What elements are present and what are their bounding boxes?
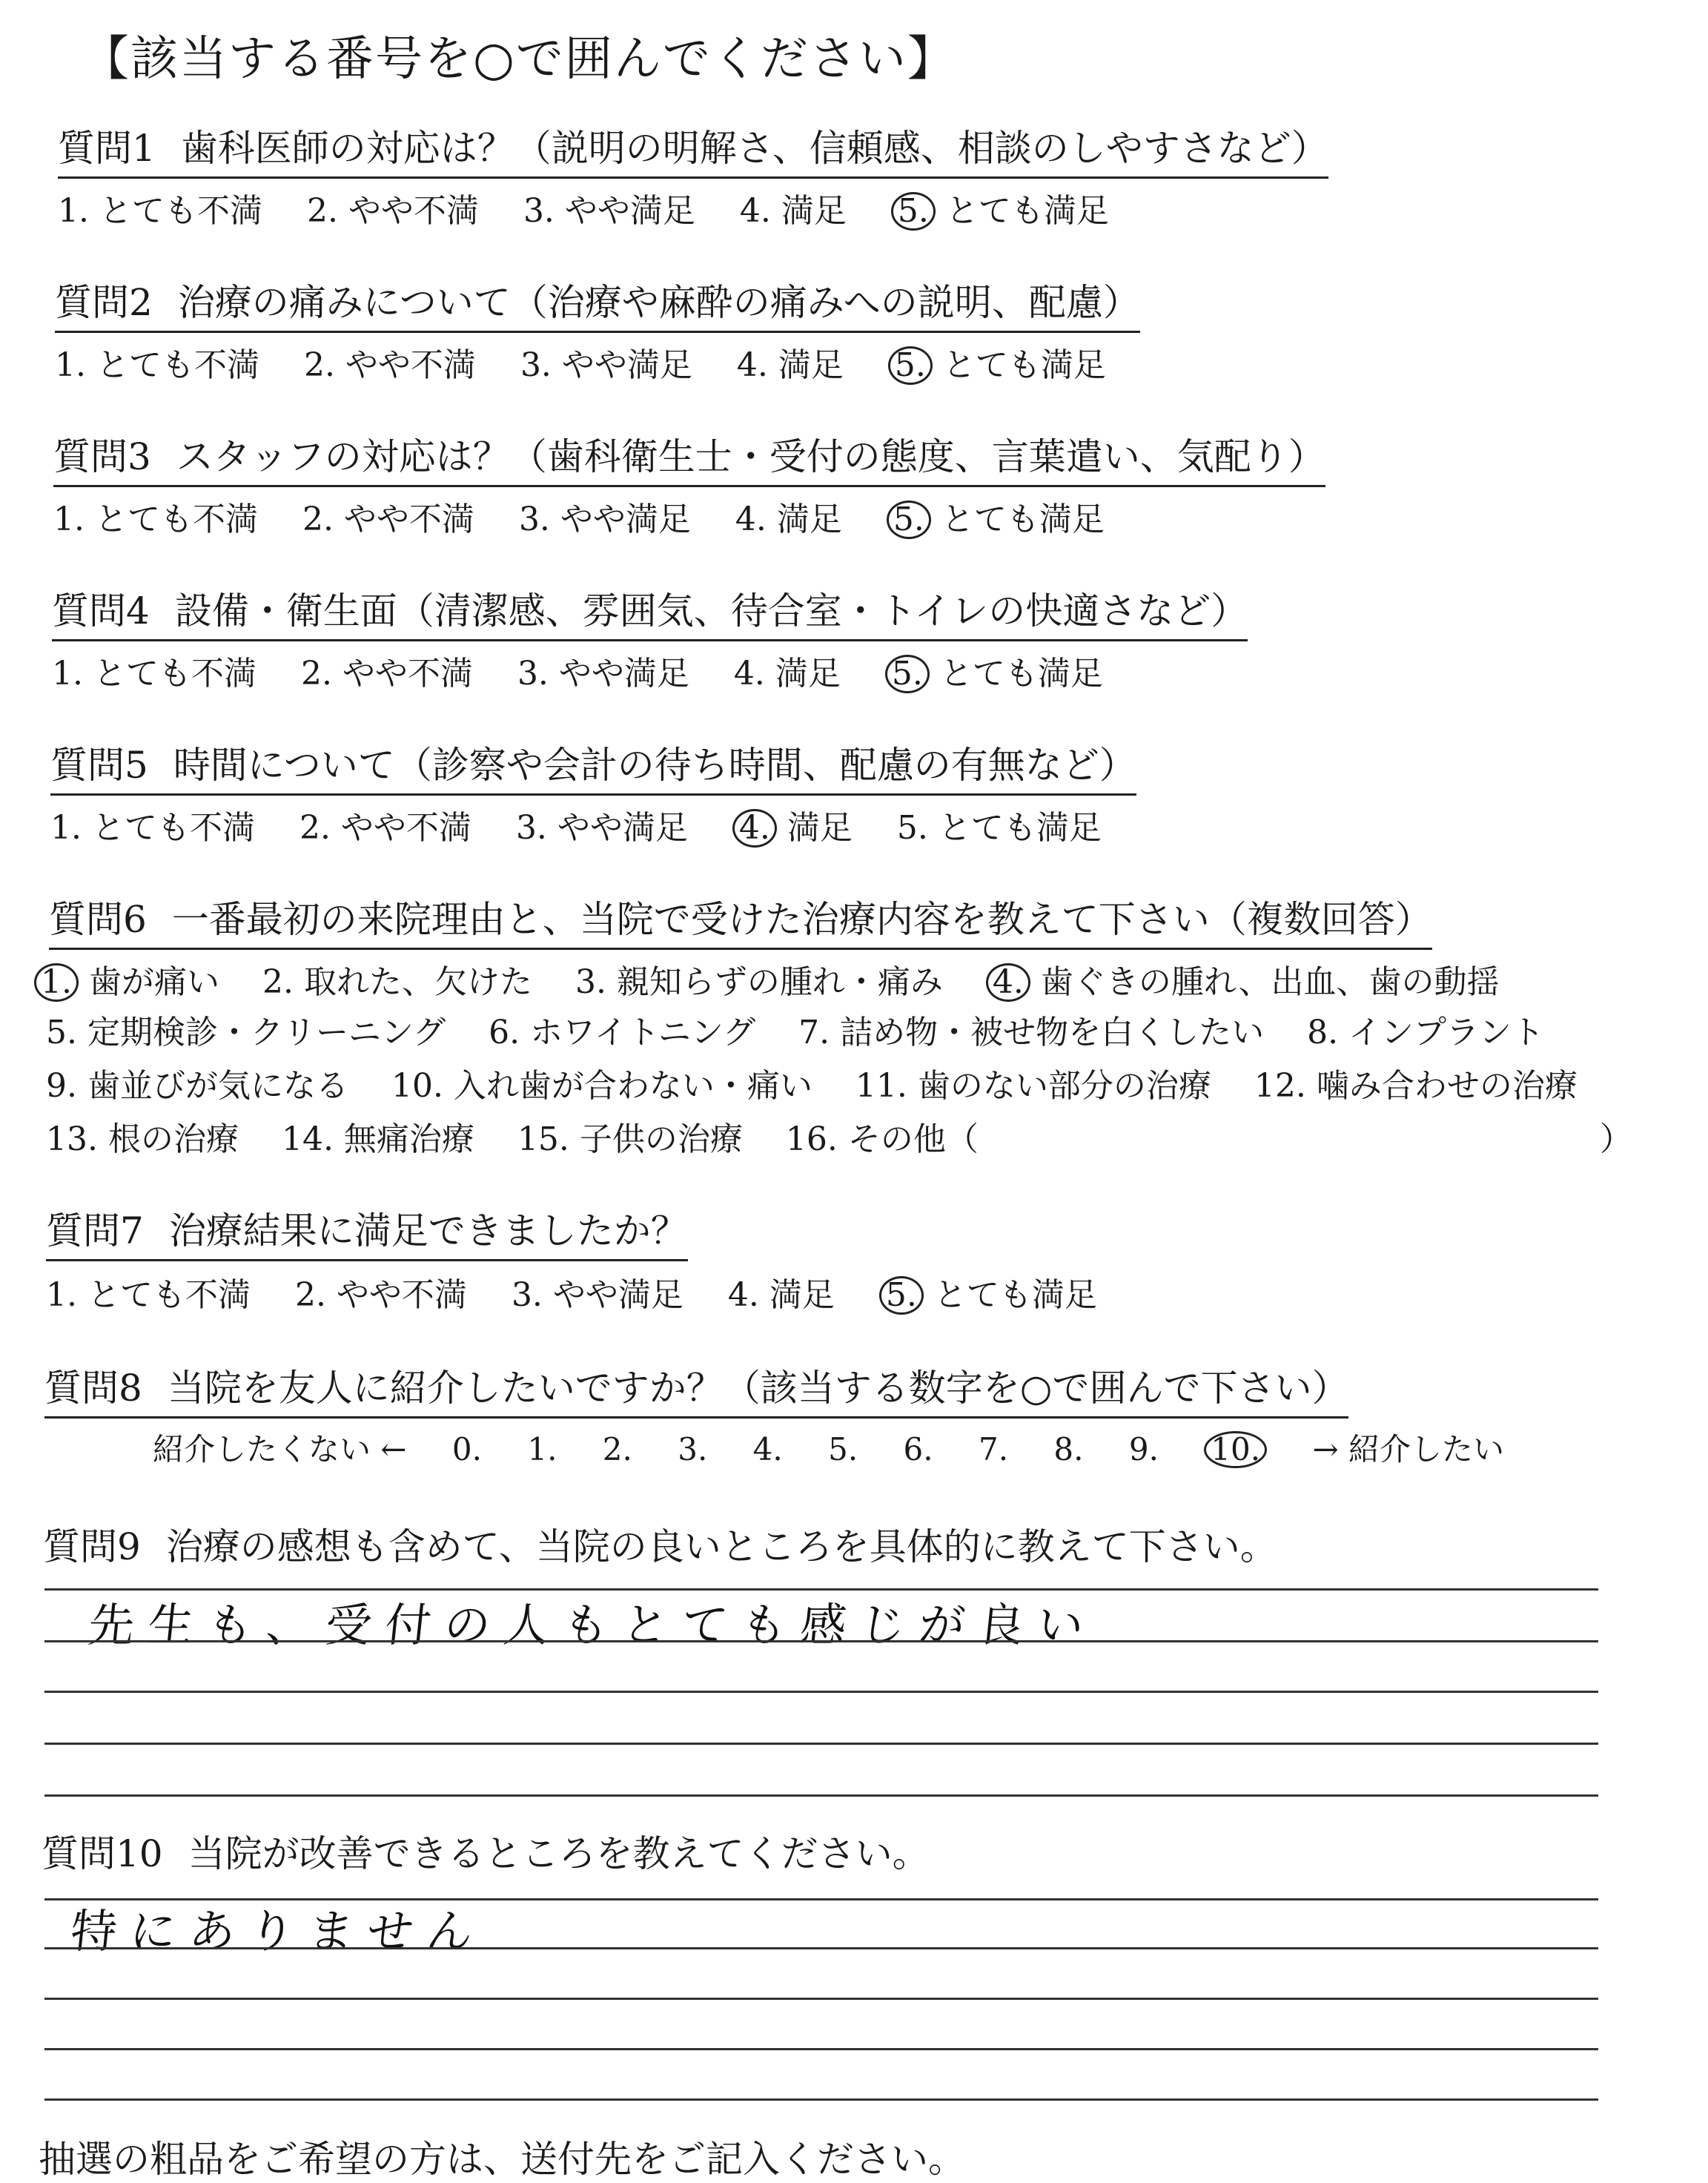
question-5-options: [50, 801, 1136, 848]
footer-text: 抽選の粗品をご希望の方は、送付先をご記入ください。: [39, 2138, 965, 2181]
question-10-heading: [42, 1824, 930, 1877]
question-6-options-row-2: [46, 1005, 1577, 1053]
question-1-text: 歯科医師の対応は？（説明の明解さ、信頼感、相談のしやすさなど）: [180, 127, 1328, 170]
answer-line: [44, 1998, 1598, 2000]
answer-line: [44, 1691, 1598, 1693]
option-4-number: 4.: [735, 501, 767, 538]
option-1[interactable]: 1. とても不満: [46, 1276, 251, 1314]
option-5-label: とても満足: [933, 1276, 1097, 1314]
question-4-options: [52, 647, 1137, 694]
option-4-number: 4.: [733, 655, 765, 693]
question-6-options-row-1: [34, 955, 1532, 1003]
question-5-number: 質問5: [50, 744, 148, 787]
question-9-number: 質問9: [43, 1525, 141, 1568]
question-9-handwritten-answer[interactable]: 先生も、受付の人もとても感じが良い: [85, 1598, 1100, 1652]
question-8-scale: [153, 1425, 1504, 1470]
question-3-options: [53, 492, 1139, 540]
answer-line: [44, 1794, 1598, 1797]
scale-6[interactable]: 6.: [903, 1431, 933, 1467]
option-1[interactable]: 1. とても不満: [55, 346, 259, 384]
scale-left-label: 紹介したくない ←: [153, 1431, 407, 1467]
question-5-heading: [50, 736, 1136, 796]
scale-0[interactable]: 0.: [451, 1431, 482, 1467]
scale-1[interactable]: 1.: [527, 1431, 557, 1467]
q6-option-1-label: 歯が痛い: [88, 963, 219, 1001]
option-1[interactable]: 1. とても不満: [53, 501, 258, 538]
option-3[interactable]: 3. やや満足: [523, 192, 695, 230]
q6-option-3[interactable]: 3. 親知らずの腫れ・痛み: [575, 963, 943, 1001]
scale-10-selected[interactable]: [1204, 1431, 1267, 1467]
scale-7[interactable]: 7.: [978, 1431, 1009, 1467]
question-1-number: 質問1: [58, 127, 156, 170]
option-2[interactable]: 2. やや不満: [299, 809, 471, 847]
option-4[interactable]: [737, 346, 844, 384]
question-2-number: 質問2: [55, 281, 153, 324]
question-7-heading: [46, 1201, 688, 1261]
selected-circle: 5.: [891, 192, 936, 231]
option-3[interactable]: 3. やや満足: [520, 346, 692, 384]
option-2[interactable]: 2. やや不満: [306, 192, 479, 230]
q6-option-6[interactable]: 6. ホワイトニング: [489, 1014, 756, 1051]
option-5[interactable]: [897, 809, 1102, 847]
option-2[interactable]: 2. やや不満: [300, 655, 473, 693]
option-4-number: 4.: [736, 346, 768, 384]
option-5-label: とても満足: [945, 192, 1109, 230]
option-4[interactable]: [735, 501, 842, 538]
question-7-number: 質問7: [46, 1209, 144, 1252]
option-2[interactable]: 2. やや不満: [303, 346, 476, 384]
selected-circle: 5.: [879, 1276, 924, 1315]
option-4[interactable]: [728, 1276, 835, 1314]
question-7-options: [46, 1268, 1131, 1315]
option-1[interactable]: 1. とても不満: [50, 809, 255, 847]
option-4-label: 満足: [778, 346, 844, 384]
q6-option-10[interactable]: 10. 入れ歯が合わない・痛い: [391, 1067, 812, 1105]
q6-option-4-selected[interactable]: [986, 963, 1500, 1001]
option-4-number: 4.: [739, 192, 771, 230]
question-7-text: 治療結果に満足できましたか？: [168, 1209, 688, 1252]
option-5-selected[interactable]: [887, 501, 1105, 538]
option-5-selected[interactable]: [885, 655, 1103, 693]
q6-option-4-label: 歯ぐきの腫れ、出血、歯の動揺: [1040, 963, 1500, 1001]
answer-line: [44, 2048, 1598, 2050]
question-6-options-row-3: [46, 1059, 1610, 1106]
option-1[interactable]: 1. とても不満: [52, 655, 256, 693]
question-10-number: 質問10: [42, 1832, 163, 1875]
scale-9[interactable]: 9.: [1128, 1431, 1159, 1467]
selected-circle: 5.: [888, 346, 933, 385]
option-4[interactable]: [740, 192, 847, 230]
option-4-label: 満足: [775, 655, 841, 693]
question-3-text: スタッフの対応は？（歯科衛生士・受付の態度、言葉遣い、気配り）: [176, 435, 1325, 478]
option-4-label: 満足: [787, 809, 853, 847]
form-title: 【該当する番号を○で囲んでください】: [82, 32, 956, 87]
option-4-label: 満足: [769, 1276, 835, 1314]
question-6-heading: [49, 890, 1432, 950]
q6-option-13[interactable]: 13. 根の治療: [46, 1120, 239, 1158]
option-3[interactable]: 3. やや満足: [511, 1276, 683, 1314]
question-4-text: 設備・衛生面（清潔感、雰囲気、待合室・トイレの快適さなど）: [174, 589, 1248, 633]
option-5-selected[interactable]: [888, 346, 1106, 384]
selected-circle: 4.: [732, 809, 777, 848]
q6-option-16[interactable]: 16. その他（: [785, 1120, 979, 1158]
q6-option-14[interactable]: 14. 無痛治療: [281, 1120, 474, 1158]
option-4-label: 満足: [776, 501, 842, 538]
question-6-number: 質問6: [49, 898, 147, 941]
question-6-text: 一番最初の来院理由と、当院で受けた治療内容を教えて下さい（複数回答）: [171, 898, 1432, 941]
option-2[interactable]: 2. やや不満: [302, 501, 474, 538]
q6-option-9[interactable]: 9. 歯並びが気になる: [46, 1067, 348, 1105]
answer-line: [44, 1640, 1598, 1642]
question-8-number: 質問8: [44, 1367, 142, 1410]
question-2-heading: [55, 273, 1140, 333]
scale-3[interactable]: 3.: [678, 1431, 708, 1467]
answer-line: [44, 1947, 1598, 1949]
option-5-label: とても満足: [942, 346, 1106, 384]
question-4-number: 質問4: [52, 589, 150, 633]
question-3-heading: [53, 427, 1325, 487]
option-4-label: 満足: [781, 192, 847, 230]
q6-option-5[interactable]: 5. 定期検診・クリーニング: [46, 1014, 446, 1051]
scale-2[interactable]: 2.: [602, 1431, 632, 1467]
question-3-number: 質問3: [53, 435, 151, 478]
q6-option-1-selected[interactable]: [34, 963, 219, 1001]
question-8-heading: [44, 1358, 1348, 1419]
question-1-options: [58, 184, 1143, 231]
selected-circle: 4.: [986, 963, 1030, 1002]
question-8-text: 当院を友人に紹介したいですか？（該当する数字を○で囲んで下さい）: [167, 1367, 1349, 1410]
question-10-handwritten-answer[interactable]: 特にありません: [67, 1904, 489, 1958]
option-2[interactable]: 2. やや不満: [294, 1276, 467, 1314]
option-4-selected[interactable]: [732, 809, 853, 847]
question-10-text: 当院が改善できるところを教えてください。: [188, 1832, 930, 1875]
option-3[interactable]: 3. やや満足: [515, 809, 688, 847]
scale-5[interactable]: 5.: [828, 1431, 858, 1467]
option-4[interactable]: [734, 655, 841, 693]
option-3[interactable]: 3. やや満足: [517, 655, 689, 693]
q6-option-2[interactable]: 2. 取れた、欠けた: [262, 963, 532, 1001]
answer-line: [44, 2098, 1598, 2101]
question-6-options-row-4: [46, 1112, 1011, 1160]
q6-option-7[interactable]: 7. 詰め物・被せ物を白くしたい: [798, 1014, 1265, 1051]
question-9-heading: [43, 1517, 1277, 1571]
q6-option-16-close-paren: ）: [1600, 1120, 1632, 1158]
q6-option-12[interactable]: 12. 噛み合わせの治療: [1254, 1067, 1578, 1105]
question-1-heading: [58, 119, 1328, 179]
q6-option-11[interactable]: 11. 歯のない部分の治療: [855, 1067, 1211, 1105]
option-3[interactable]: 3. やや満足: [518, 501, 691, 538]
option-5-label: とても満足: [941, 501, 1105, 538]
q6-option-8[interactable]: 8. インプラント: [1307, 1014, 1545, 1051]
scale-4[interactable]: 4.: [752, 1431, 783, 1467]
question-2-text: 治療の痛みについて（治療や麻酔の痛みへの説明、配慮）: [177, 281, 1140, 324]
option-5-label: とても満足: [939, 655, 1103, 693]
option-4-number: 4.: [727, 1276, 759, 1314]
option-5-selected[interactable]: [891, 192, 1109, 230]
question-9-text: 治療の感想も含めて、当院の良いところを具体的に教えて下さい。: [165, 1525, 1277, 1568]
option-5-label: とても満足: [938, 809, 1102, 847]
selected-circle: 10.: [1204, 1431, 1267, 1468]
option-5-selected[interactable]: [879, 1276, 1097, 1314]
question-5-text: 時間について（診察や会計の待ち時間、配慮の有無など）: [173, 744, 1136, 787]
option-5-number: 5.: [896, 809, 928, 847]
q6-option-15[interactable]: 15. 子供の治療: [517, 1120, 743, 1158]
selected-circle: 5.: [887, 501, 931, 539]
selected-circle: 1.: [34, 963, 79, 1002]
answer-line: [44, 1743, 1598, 1745]
question-2-options: [55, 338, 1140, 386]
scale-right-label: → 紹介したい: [1312, 1431, 1504, 1467]
selected-circle: 5.: [885, 655, 930, 693]
option-1[interactable]: 1. とても不満: [58, 192, 262, 230]
scale-8[interactable]: 8.: [1053, 1431, 1084, 1467]
question-4-heading: [52, 581, 1248, 641]
